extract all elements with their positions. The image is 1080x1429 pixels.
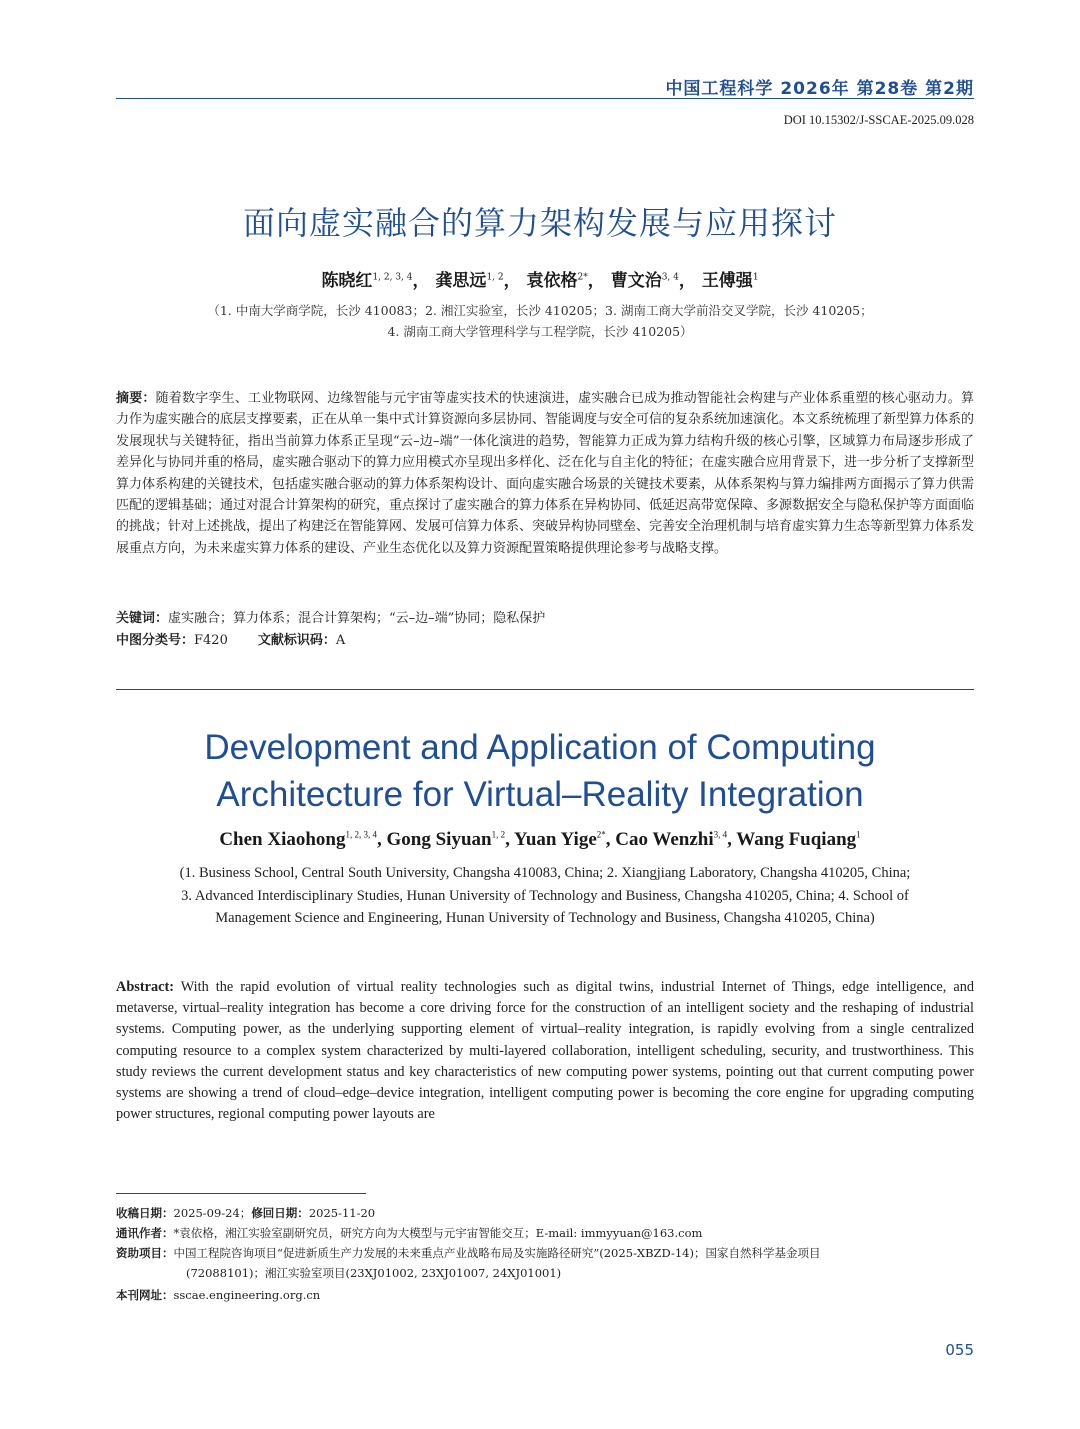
doi: DOI 10.15302/J-SSCAE-2025.09.028 — [783, 113, 974, 127]
author-affiliation-mark: 1, 2, 3, 4 — [372, 272, 413, 283]
abstract-label: 摘要： — [116, 391, 156, 406]
abstract-text: 随着数字孪生、工业物联网、边缘智能与元宇宙等虚实技术的快速演进，虚实融合已成为推动智能社会构建与产业体系重塑的核心驱动力。算力作为虚实融合的底层支撑要素，正在从单一集中式计算资源向多层协同、智能调度与安全可信的复杂系统加速演化。本文系统梳理了新型算力体系的发展现状与关键特征，指出当前算力体系正呈现“云–边–端”一体化演进的趋势，智能算力正成为算力结构升级的核心引擎，区域算力布局逐步形成了差异化与协同并重的格局，虚实融合驱动下的算力应用模式亦呈现出多样化、泛在化与自主化的特征；在虚实融合应用背景下，进一步分析了支撑新型算力体系构建的关键技术，包括虚实融合驱动的算力体系架构设计、面向虚实融合场景的关键技术要素，从体系架构与算力编排两方面揭示了算力供需匹配的逻辑基础；通过对混合计算架构的研究，重点探讨了虚实融合的算力体系在异构协同、低延迟高带宽保障、多源数据安全与隐私保护等方面面临的挑战；针对上述挑战，提出了构建泛在智能算网、发展可信算力体系、突破异构协同壁垒、完善安全治理机制与培育虚实算力生态等新型算力体系发展重点方向，为未来虚实算力体系的建设、产业生态优化以及算力资源配置策略提供理论参考与战略支撑。 — [116, 391, 975, 556]
author-affiliation-mark: 1 — [752, 272, 759, 283]
website-label: 本刊网址： — [116, 1288, 174, 1302]
received-date: 2025-09-24； — [173, 1206, 252, 1220]
author-name: Yuan Yige — [513, 829, 597, 850]
author-affiliation-mark: 3, 4 — [713, 829, 728, 840]
doc-code: A — [335, 633, 346, 648]
footnote-funding — [116, 1243, 978, 1283]
corresponding-label: 通讯作者： — [116, 1226, 174, 1240]
author-name: Chen Xiaohong — [219, 829, 346, 850]
revised-label: 修回日期： — [251, 1206, 309, 1220]
author-affiliation-mark: 2* — [596, 829, 606, 840]
chinese-affiliations — [120, 300, 960, 342]
author-name: 龚思远 — [435, 271, 487, 291]
page-number: 055 — [945, 1341, 974, 1359]
author-affiliation-mark: 1, 2 — [491, 829, 506, 840]
funding-text-continued: (72088101)；湘江实验室项目(23XJ01002, 23XJ01007, 24XJ01001) — [186, 1266, 562, 1280]
author-name: Gong Siyuan — [386, 829, 492, 850]
affiliation-line: （1. 中南大学商学院，长沙 410083；2. 湘江实验室，长沙 410205；3. 湖南工商大学前沿交叉学院，长沙 410205； — [207, 303, 873, 318]
author-name: Wang Fuqiang — [736, 829, 857, 850]
affiliation-line: 3. Advanced Interdisciplinary Studies, Hunan University of Technology and Business, Changsha 410205, China; 4. School of — [181, 887, 909, 904]
keywords-text: 虚实融合；算力体系；混合计算架构；“云–边–端”协同；隐私保护 — [168, 611, 546, 626]
journal-header: 中国工程科学 2026年 第28卷 第2期 — [665, 79, 974, 99]
footnote-website — [116, 1285, 978, 1305]
english-affiliations — [116, 862, 974, 930]
chinese-title: 面向虚实融合的算力架构发展与应用探讨 — [242, 204, 837, 242]
funding-label: 资助项目： — [116, 1246, 174, 1260]
corresponding-text: *袁依格，湘江实验室副研究员，研究方向为大模型与元宇宙智能交互；E-mail: immyyuan@163.com — [173, 1226, 703, 1240]
chinese-abstract — [116, 388, 974, 559]
english-authors — [0, 829, 1080, 851]
footnote-corresponding — [116, 1223, 978, 1243]
footnote-rule — [116, 1193, 366, 1194]
author-separator: , — [727, 829, 737, 850]
english-title-line: Architecture for Virtual–Reality Integration — [216, 775, 864, 814]
website-url[interactable]: sscae.engineering.org.cn — [173, 1288, 321, 1302]
chinese-authors — [0, 266, 1080, 291]
author-affiliation-mark: 3, 4 — [661, 272, 679, 283]
author-separator: ， — [412, 271, 430, 291]
author-separator: ， — [678, 271, 696, 291]
author-name: 袁依格 — [526, 271, 578, 291]
affiliation-line: Management Science and Engineering, Hunan University of Technology and Business, Changsha 410205, China) — [215, 910, 875, 926]
author-name: 曹文治 — [610, 271, 662, 291]
received-label: 收稿日期： — [116, 1206, 174, 1220]
author-name: 王傅强 — [701, 271, 753, 291]
author-name: Cao Wenzhi — [615, 829, 714, 850]
author-separator: ， — [587, 271, 605, 291]
author-separator: ， — [503, 271, 521, 291]
funding-text: 中国工程院咨询项目“促进新质生产力发展的未来重点产业战略布局及实施路径研究”(2025-XBZD-14)；国家自然科学基金项目 — [173, 1246, 821, 1260]
section-divider — [116, 689, 974, 690]
classification-line — [116, 630, 974, 651]
english-abstract — [116, 977, 974, 1125]
english-title — [0, 724, 1080, 818]
abstract-label: Abstract: — [116, 979, 174, 995]
clc-label: 中图分类号： — [116, 633, 195, 648]
author-affiliation-mark: 1, 2 — [486, 272, 504, 283]
revised-date: 2025-11-20 — [308, 1206, 376, 1220]
author-separator: , — [505, 829, 514, 850]
abstract-text: With the rapid evolution of virtual reality technologies such as digital twins, industrial Internet of Things, edge intelligence, and metaverse, virtual–reality integration has become a core driving force for the construction of an intelligent society and the reshaping of industrial systems. Computing power, as the underlying supporting element of virtual–reality integration, is rapidly evolving from a single centralized computing resource to a complex system characterized by multi-layered collaboration, intelligent scheduling, security, and trustworthiness. This study reviews the current development status and key characteristics of new computing power systems, pointing out that current computing power systems are showing a trend of cloud–edge–device integration, intelligent computing power is becoming the core engine for upgrading computing power structures, regional computing power layouts are — [116, 979, 974, 1123]
keywords-label: 关键词： — [116, 611, 169, 626]
affiliation-line: 4. 湖南工商大学管理科学与工程学院，长沙 410205） — [387, 324, 693, 339]
author-name: 陈晓红 — [321, 271, 373, 291]
author-affiliation-mark: 1, 2, 3, 4 — [345, 829, 377, 840]
clc-code: F420 — [194, 633, 228, 648]
footnote-dates — [116, 1203, 978, 1223]
author-separator: , — [377, 829, 387, 850]
doc-code-label: 文献标识码： — [257, 633, 336, 648]
chinese-keywords — [116, 608, 974, 629]
header-rule — [116, 98, 974, 99]
author-separator: , — [605, 829, 616, 850]
author-affiliation-mark: 1 — [856, 829, 861, 840]
english-title-line: Development and Application of Computing — [204, 728, 876, 767]
author-affiliation-mark: 2* — [577, 272, 588, 283]
affiliation-line: (1. Business School, Central South University, Changsha 410083, China; 2. Xiangjiang Laboratory, Changsha 410205, China; — [179, 865, 911, 881]
